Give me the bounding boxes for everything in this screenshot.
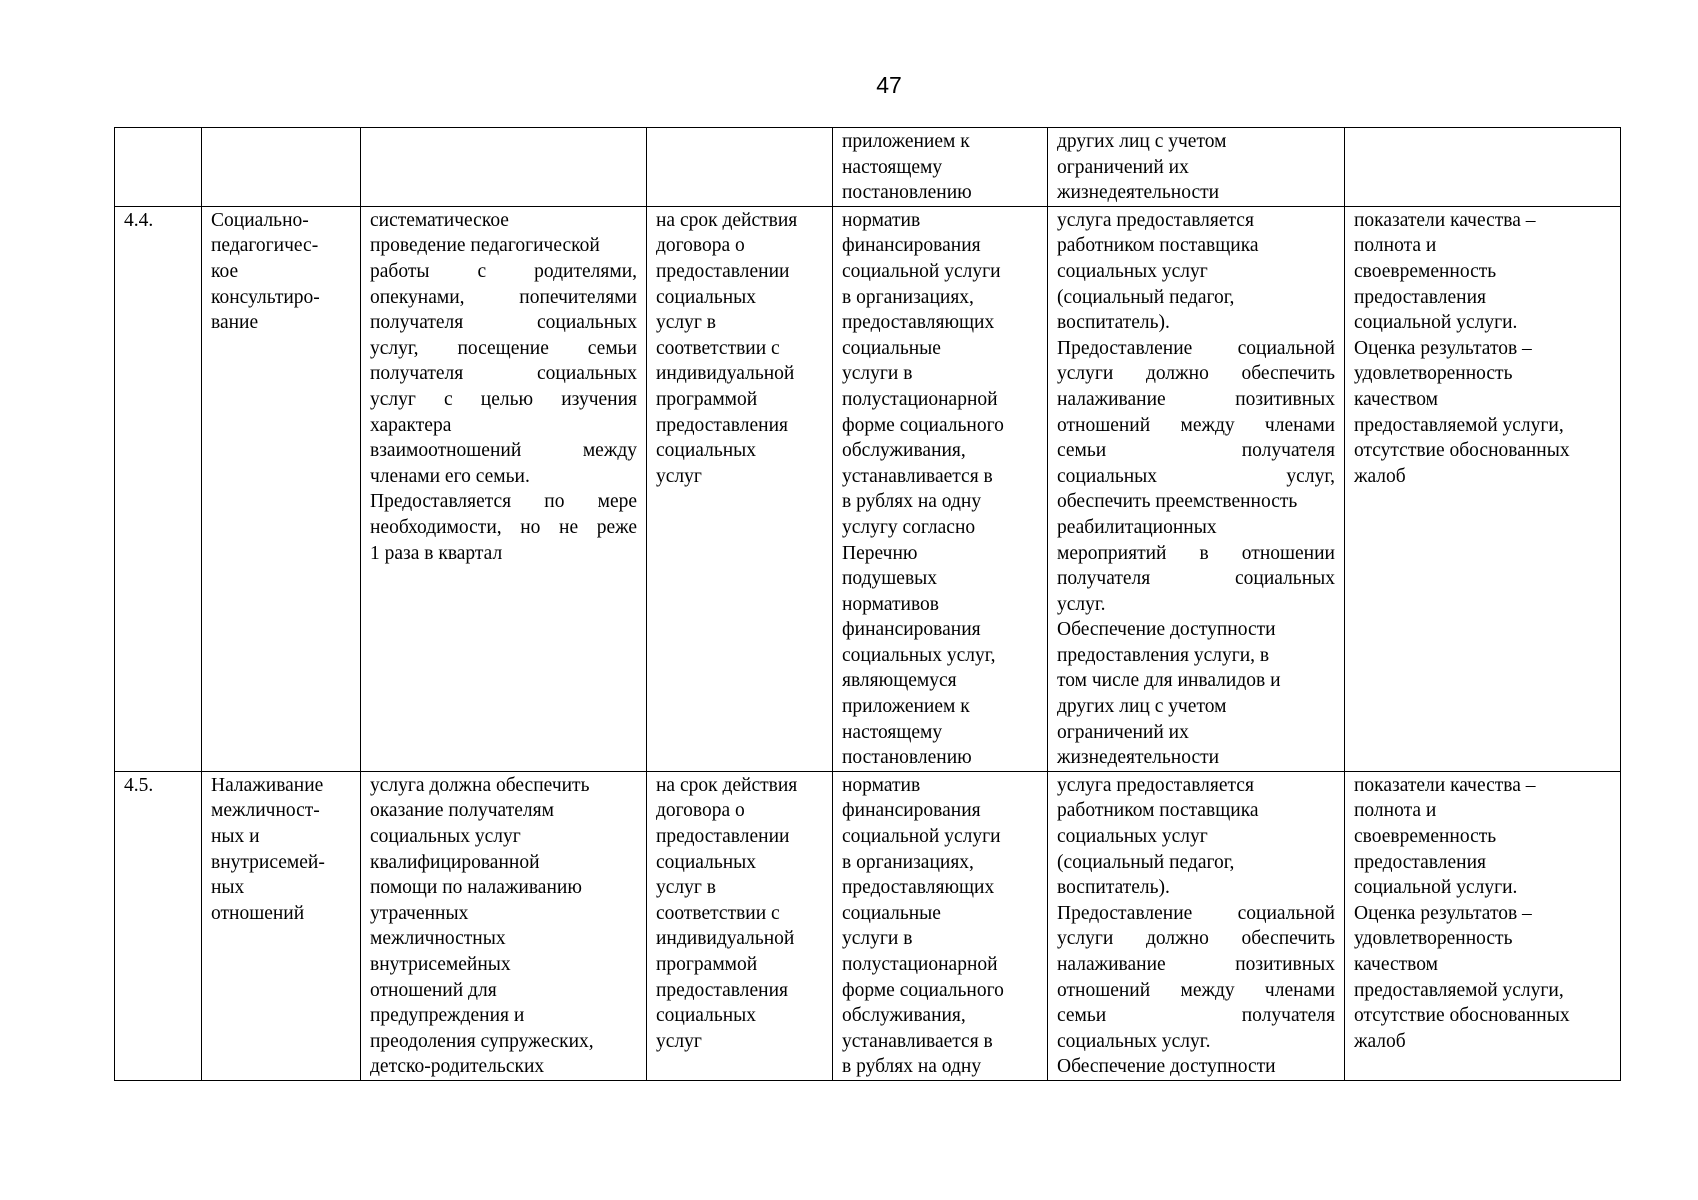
cell-term [647,771,833,1080]
cell-text-line: воспитатель). [1057,312,1170,334]
cell-text-line: договора о [656,235,745,257]
cell-text-line: качеством [1354,954,1438,975]
cell-text-line: Оценка результатов – [1354,902,1532,924]
cell-text-line: предоставляемой услуги, [1354,414,1564,436]
cell-text-line: предоставляющих [842,312,995,334]
cell-text-line: услуг [656,465,702,487]
cell-text-line: внутрисемей- [211,851,325,873]
cell-text-line: работником поставщика [1057,800,1259,822]
cell-text-line: социальных услуг. [1057,1030,1211,1052]
cell-text-line: услуг, посещение семьи [370,337,637,359]
cell-term [647,128,833,207]
cell-text-line: отсутствие обоснованных [1354,440,1570,462]
cell-text-line: услуга предоставляется [1057,209,1254,231]
table-row-continuation [115,128,1621,207]
cell-text-line: кое [211,260,239,282]
cell-text-line: полнота и [1354,235,1437,257]
cell-text-line: ных и [211,826,260,848]
cell-text-line: форме социального [842,414,1004,436]
cell-text-line: финансирования [842,800,981,822]
cell-text-line: предоставления [1354,286,1486,308]
cell-text-line: обеспечить преемственность [1057,491,1298,513]
cell-text-line: вание [211,312,259,334]
cell-text-line: Предоставление социальной [1057,902,1335,924]
cell-text-line: Предоставляется по мере [370,491,637,513]
cell-text-line: предоставляемой услуги, [1354,979,1564,1001]
cell-text-line: характера [370,414,452,436]
cell-text-line: в организациях, [842,286,974,308]
cell-text-line: своевременность [1354,260,1497,282]
cell-text-line: воспитатель). [1057,877,1170,899]
cell-text-line: на срок действия [656,209,798,231]
cell-text-line: соответствии с [656,902,780,924]
cell-text-line: отношений для [370,979,497,1001]
cell-text-line: социальных [656,1005,757,1027]
cell-quality [1345,206,1621,771]
cell-text-line: услуг. [1057,593,1106,615]
cell-service-name [202,771,361,1080]
cell-service-name [202,128,361,207]
cell-text-line: финансирования [842,619,981,641]
cell-text-line: семьи получателя [1057,1005,1335,1027]
page-number: 47 [876,72,902,98]
cell-text-line: социальные [842,337,941,359]
cell-text-line: социальной услуги [842,826,1001,848]
cell-text-line: устанавливается в [842,1030,993,1052]
cell-text-line: услуги должно обеспечить [1057,928,1335,950]
cell-description [361,128,647,207]
cell-description [361,206,647,771]
cell-text-line: предоставления [1354,851,1486,873]
cell-text-line: работником поставщика [1057,235,1259,257]
cell-conditions [1048,128,1345,207]
cell-text-line: Социально- [211,209,309,231]
cell-text-line: постановлению [842,182,972,204]
cell-text-line: жизнедеятельности [1057,182,1220,204]
cell-text-line: ограничений их [1057,721,1189,743]
cell-text-line: (социальный педагог, [1057,851,1235,873]
cell-text-line: 4.5. [124,774,154,796]
cell-text-line: семьи получателя [1057,440,1335,462]
cell-text-line: полнота и [1354,800,1437,822]
cell-text-line: норматив [842,209,921,231]
cell-text-line: квалифицированной [370,851,540,873]
cell-text-line: отсутствие обоснованных [1354,1005,1570,1027]
cell-text-line: социальной услуги [842,260,1001,282]
cell-text-line: предупреждения и [370,1005,525,1027]
cell-text-line: социальные [842,902,941,924]
cell-text-line: реабилитационных [1057,516,1217,538]
cell-text-line: социальных [656,286,757,308]
cell-text-line: получателя социальных [370,312,637,334]
cell-text-line: финансирования [842,235,981,257]
cell-text-line: предоставления [656,414,788,436]
cell-text-line: социальной услуги. [1354,312,1518,334]
cell-text-line: подушевых [842,568,938,590]
cell-text-line: услуга предоставляется [1057,774,1254,796]
cell-text-line: 1 раза в квартал [370,542,503,564]
cell-text-line: социальных услуг, [1057,465,1335,487]
cell-text-line: услуг в [656,312,716,334]
cell-text-line: других лиц с учетом [1057,696,1227,718]
cell-text-line: обслуживания, [842,1005,966,1027]
cell-financing [833,128,1048,207]
cell-financing [833,206,1048,771]
cell-text-line: ных [211,877,245,899]
cell-text-line: индивидуальной [656,928,795,950]
cell-text-line: договора о [656,800,745,822]
cell-text-line: полустационарной [842,388,998,410]
cell-text-line: программой [656,954,758,975]
table-row-4-4 [115,206,1621,771]
cell-text-line: отношений [211,902,305,924]
cell-text-line: других лиц с учетом [1057,131,1227,152]
cell-text-line: мероприятий в отношении [1057,542,1335,564]
cell-text-line: программой [656,388,758,410]
cell-text-line: членами его семьи. [370,465,530,487]
cell-text-line: Оценка результатов – [1354,337,1532,359]
cell-financing [833,771,1048,1080]
cell-text-line: полустационарной [842,954,998,975]
cell-text-line: педагогичес- [211,235,319,257]
cell-text-line: внутрисемейных [370,954,511,975]
cell-text-line: показатели качества – [1354,209,1536,231]
cell-text-line: приложением к [842,696,970,718]
cell-text-line: услуги в [842,363,913,385]
cell-text-line: получателя социальных [1057,568,1335,590]
cell-text-line: норматив [842,774,921,796]
cell-text-line: Обеспечение доступности [1057,1056,1276,1078]
cell-conditions [1048,771,1345,1080]
services-table [114,127,1621,1081]
cell-text-line: социальных услуг [370,826,521,848]
cell-text-line: качеством [1354,388,1438,410]
cell-text-line: социальных услуг [1057,826,1208,848]
cell-text-line: в организациях, [842,851,974,873]
cell-text-line: услуга должна обеспечить [370,774,590,796]
cell-text-line: социальных услуг, [842,644,996,666]
cell-text-line: устанавливается в [842,465,993,487]
cell-text-line: консультиро- [211,286,320,308]
cell-text-line: услуг [656,1030,702,1052]
cell-text-line: получателя социальных [370,363,637,385]
cell-text-line: услуги должно обеспечить [1057,363,1335,385]
cell-text-line: необходимости, но не реже [370,516,637,538]
cell-text-line: предоставления [656,979,788,1001]
cell-text-line: показатели качества – [1354,774,1536,796]
cell-text-line: предоставлении [656,826,790,848]
cell-text-line: социальной услуги. [1354,877,1518,899]
cell-quality [1345,128,1621,207]
cell-text-line: отношений между членами [1057,414,1335,436]
cell-text-line: настоящему [842,721,943,743]
cell-text-line: опекунами, попечителями [370,286,637,308]
cell-text-line: налаживание позитивных [1057,388,1335,410]
cell-text-line: преодоления супружеских, [370,1030,594,1052]
cell-text-line: жалоб [1354,465,1406,487]
cell-text-line: социальных [656,440,757,462]
cell-text-line: удовлетворенность [1354,928,1513,950]
cell-text-line: соответствии с [656,337,780,359]
cell-text-line: удовлетворенность [1354,363,1513,385]
cell-text-line: отношений между членами [1057,979,1335,1001]
cell-text-line: предоставления услуги, в [1057,644,1270,666]
cell-text-line: утраченных [370,902,469,924]
cell-text-line: настоящему [842,156,943,178]
cell-text-line: нормативов [842,593,939,615]
cell-number [115,771,202,1080]
cell-text-line: предоставлении [656,260,790,282]
cell-text-line: предоставляющих [842,877,995,899]
cell-text-line: межличност- [211,800,320,822]
cell-service-name [202,206,361,771]
cell-text-line: систематическое [370,209,509,231]
cell-text-line: приложением к [842,131,970,152]
cell-text-line: работы с родителями, [370,260,637,282]
cell-text-line: жизнедеятельности [1057,747,1220,769]
cell-text-line: в рублях на одну [842,1056,982,1078]
cell-text-line: жалоб [1354,1030,1406,1052]
cell-text-line: том числе для инвалидов и [1057,670,1281,692]
cell-text-line: социальных [656,851,757,873]
cell-text-line: услуги в [842,928,913,950]
cell-text-line: взаимоотношений между [370,440,637,462]
cell-text-line: налаживание позитивных [1057,954,1335,975]
cell-text-line: услуг в [656,877,716,899]
cell-text-line: (социальный педагог, [1057,286,1235,308]
cell-number [115,206,202,771]
cell-term [647,206,833,771]
cell-text-line: помощи по налаживанию [370,877,582,899]
cell-description [361,771,647,1080]
table-row-4-5 [115,771,1621,1080]
cell-text-line: ограничений их [1057,156,1189,178]
cell-text-line: межличностных [370,928,506,950]
cell-text-line: социальных услуг [1057,260,1208,282]
cell-text-line: услугу согласно [842,516,976,538]
cell-text-line: 4.4. [124,209,154,231]
cell-text-line: Обеспечение доступности [1057,619,1276,641]
cell-conditions [1048,206,1345,771]
cell-text-line: форме социального [842,979,1004,1001]
cell-quality [1345,771,1621,1080]
cell-text-line: оказание получателям [370,800,554,822]
cell-text-line: обслуживания, [842,440,966,462]
cell-text-line: детско-родительских [370,1056,545,1078]
cell-text-line: в рублях на одну [842,491,982,513]
cell-number [115,128,202,207]
cell-text-line: Предоставление социальной [1057,337,1335,359]
cell-text-line: на срок действия [656,774,798,796]
cell-text-line: проведение педагогической [370,235,600,257]
cell-text-line: Перечню [842,542,918,564]
cell-text-line: своевременность [1354,826,1497,848]
cell-text-line: услуг с целью изучения [370,388,637,410]
cell-text-line: являющемуся [842,670,957,692]
cell-text-line: Налаживание [211,774,324,796]
cell-text-line: индивидуальной [656,363,795,385]
cell-text-line: постановлению [842,747,972,769]
